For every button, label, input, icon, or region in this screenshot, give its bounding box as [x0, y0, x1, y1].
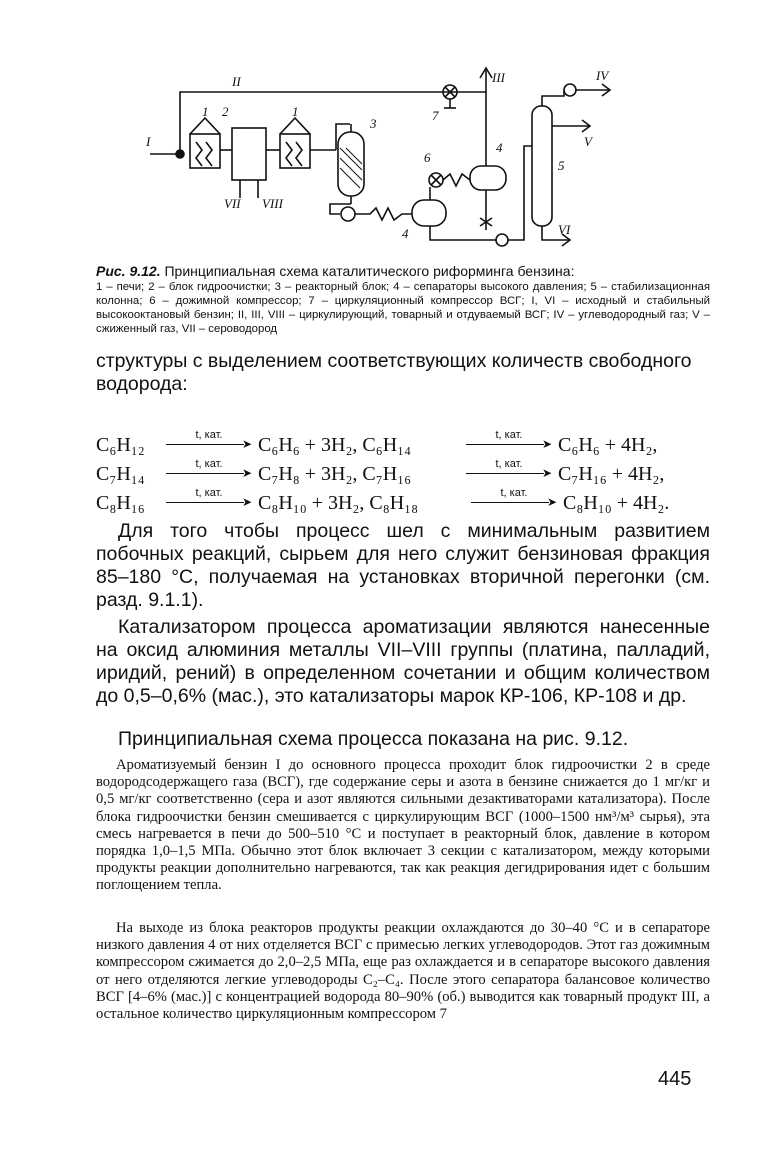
small-paragraph-hydrotreating: Ароматизуемый бензин I до основного процесса проходит блок гидроочистки 2 в среде водородсодержащего газа (ВСГ), где содержание серы и азота в бензине снижается до 1 мг/кг и 0,5 мг/кг соответственно (сера и азот являются сильными дезактиваторами катализатора). После блока гидроочистки бензин смешивается с циркулирующим ВСГ (1000–1500 нм³/м³ сырья), эта смесь нагревается в печи до 500–510 °C и поступает в реакторный блок, давление в котором порядка 1,0–1,5 МПа. Обычно этот блок включает 3 секции с катализатором, между которыми продукты реакции дополнительно нагреваются, так как реакция дегидрирования идет с большим поглощением тепла.	[96, 757, 710, 894]
intro-paragraph: структуры с выделением соответствующих количеств свободного водорода:	[96, 350, 692, 395]
reaction-condition: t, кат.	[195, 458, 223, 470]
label-VII: VII	[224, 196, 241, 211]
products: C₇H₁₆ + 4H₂,	[558, 463, 665, 485]
label-n4b: 4	[496, 140, 503, 155]
label-VI: VI	[558, 222, 571, 237]
caption-title-line	[96, 263, 710, 280]
paragraph-scheme-reference: Принципиальная схема процесса показана на рис. 9.12.	[118, 728, 629, 750]
label-IV: IV	[596, 68, 609, 83]
caption-title: Принципиальная схема каталитического риформинга бензина:	[164, 263, 575, 279]
stabilization-column-5	[532, 106, 552, 226]
reaction-arrow: t, кат. ➤	[466, 430, 552, 454]
reaction-arrow: t, кат. ➤	[471, 488, 557, 512]
products: C₆H₆ + 3H₂, C₆H₁₄	[258, 434, 412, 456]
reaction-arrow: t, кат. ➤	[166, 488, 252, 512]
label-n5: 5	[558, 158, 565, 173]
figure-number: Рис. 9.12.	[96, 263, 161, 279]
hydrotreating-block	[232, 128, 266, 180]
furnace-1a	[190, 134, 220, 168]
products: C₈H₁₀ + 3H₂, C₈H₁₈	[258, 492, 419, 514]
reaction-condition: t, кат.	[195, 429, 223, 441]
label-n4a: 4	[402, 226, 409, 241]
label-III: III	[492, 70, 505, 85]
label-V: V	[584, 134, 592, 149]
products: C₇H₈ + 3H₂, C₇H₁₆	[258, 463, 412, 485]
process-flow-diagram	[140, 62, 620, 267]
reaction-condition: t, кат.	[195, 487, 223, 499]
reactant: C₈H₁₆	[96, 492, 145, 514]
label-n3: 3	[370, 116, 377, 131]
label-n2: 2	[222, 104, 229, 119]
reactant: C₇H₁₄	[96, 463, 145, 485]
paragraph-catalyst: Катализатором процесса ароматизации являются нанесенные на оксид алюминия металлы VII–VIII группы (платина, палладий, иридий, рений) в определенном сочетании и общим количеством до 0,5–0,6% (мас.), это катализаторы марок КР-106, КР-108 и др.	[96, 616, 710, 707]
label-n1b: 1	[292, 104, 299, 119]
label-VIII: VIII	[262, 196, 283, 211]
equation-row-2	[96, 459, 716, 488]
equation-row-3	[96, 488, 716, 517]
label-n1a: 1	[202, 104, 209, 119]
label-II: II	[232, 74, 241, 89]
products: C₆H₆ + 4H₂,	[558, 434, 658, 456]
reactant: C₆H₁₂	[96, 434, 145, 456]
reactor-3	[338, 132, 364, 196]
reaction-arrow: t, кат. ➤	[466, 459, 552, 483]
reaction-condition: t, кат.	[500, 487, 528, 499]
small-paragraph-separation: На выходе из блока реакторов продукты реакции охлаждаются до 30–40 °C и в сепараторе низкого давления 4 от них отделяется ВСГ с примесью легких углеводородов. Этот газ дожимным компрессором сжимается до 2,0–2,5 МПа, еще раз охлаждается и в сепараторе высокого давления от него отделяются легкие углеводороды C₂–C₄. После этого сепаратора балансовое количество ВСГ [4–6% (мас.)] с концентрацией водорода 80–90% (об.) выводится как товарный продукт III, а остальное количество циркуляционным компрессором 7	[96, 920, 710, 1023]
equation-row-1	[96, 430, 716, 459]
reaction-arrow: t, кат. ➤	[166, 459, 252, 483]
reaction-condition: t, кат.	[495, 429, 523, 441]
diagram-svg	[140, 62, 620, 267]
caption-legend: 1 – печи; 2 – блок гидроочистки; 3 – реакторный блок; 4 – сепараторы высокого давления; 5 – стабилизационная колонна; 6 – дожимной компрессор; 7 – циркуляционный компрессор ВСГ; I, VI – исходный и стабильный высокооктановый бензин; II, III, VIII – циркулирующий, товарный и отдуваемый ВСГ; IV – углеводородный газ; V – сжиженный газ, VII – сероводород	[96, 281, 710, 335]
label-I: I	[146, 134, 151, 149]
paragraph-feedstock: Для того чтобы процесс шел с минимальным развитием побочных реакций, сырьем для него служит бензиновая фракция 85–180 °C, получаемая на установках вторичной перегонки (см. разд. 9.1.1).	[96, 520, 710, 611]
reaction-arrow: t, кат. ➤	[166, 430, 252, 454]
reaction-equations	[96, 430, 716, 517]
products: C₈H₁₀ + 4H₂.	[563, 492, 670, 514]
figure-caption	[96, 263, 710, 337]
furnace-1b	[280, 134, 310, 168]
separator-4-low	[412, 200, 446, 226]
reaction-condition: t, кат.	[495, 458, 523, 470]
page-number: 445	[658, 1068, 692, 1090]
label-n6: 6	[424, 150, 431, 165]
label-n7: 7	[432, 108, 439, 123]
separator-4-high	[470, 166, 506, 190]
